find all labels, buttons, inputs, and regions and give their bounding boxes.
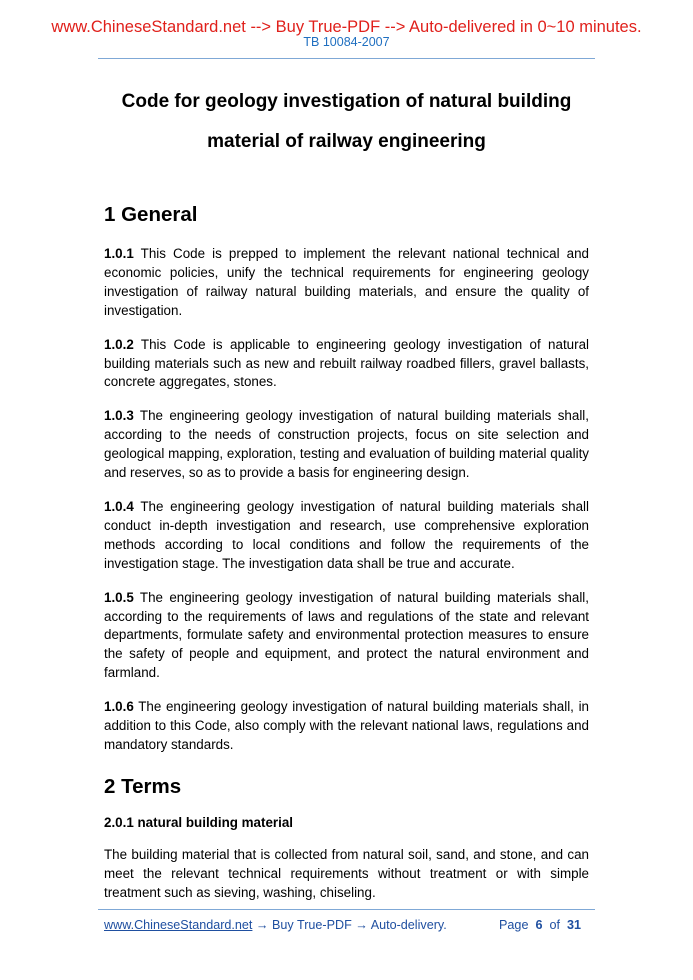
title-line-2: material of railway engineering <box>207 131 486 152</box>
clause-paragraph <box>104 336 589 393</box>
footer-site-link[interactable]: www.ChineseStandard.net <box>104 918 253 932</box>
header-divider <box>98 58 595 59</box>
document-id: TB 10084-2007 <box>303 35 390 49</box>
page-footer <box>104 916 589 934</box>
clause-number: 1.0.1 <box>104 246 134 261</box>
clause-paragraph <box>104 245 589 321</box>
footer-promo-text: → Buy True-PDF → Auto-delivery. <box>252 918 447 932</box>
clause-number: 1.0.6 <box>104 699 134 715</box>
document-title <box>98 82 595 162</box>
footer-promo <box>104 916 447 934</box>
clause-paragraph <box>104 698 589 755</box>
clause-text: The engineering geology investigation of natural building materials shall, in addition to this Code, also comply with the relevant national laws, regulations and mandatory standards. <box>104 699 589 752</box>
page-number <box>499 916 581 934</box>
clause-text: This Code is prepped to implement the relevant national technical and economic policies, unify the technical requirements for engineering geology investigation of railway natural building materials, and ensure the quality of investigation. <box>104 246 589 318</box>
promo-banner[interactable]: www.ChineseStandard.net --> Buy True-PDF --> Auto-delivered in 0~10 minutes. <box>51 18 642 36</box>
page-label: Page <box>499 918 529 932</box>
title-line-1: Code for geology investigation of natural building <box>121 91 572 112</box>
term-definition: The building material that is collected from natural soil, sand, and stone, and can meet the relevant technical requirements without treatment or with simple treatment such as sieving, washing, chiseling. <box>104 846 589 900</box>
clause-paragraph <box>104 589 589 684</box>
clause-number: 1.0.4 <box>104 498 134 514</box>
clause-number: 1.0.2 <box>104 336 134 352</box>
clause-text: The engineering geology investigation of natural building materials shall conduct in-depth investigation and research, use comprehensive exploration methods according to local conditions and follow the requirements of the investigation stage. The investigation data shall be true and accurate. <box>104 498 589 571</box>
clause-number: 1.0.3 <box>104 408 134 424</box>
clause-text: The engineering geology investigation of natural building materials shall, according to the requirements of laws and regulations of the state and relevant departments, formulate safety and environmental protection measures to ensure the safety of people and equipment, and protect the natural environment and farmland. <box>104 589 589 681</box>
page-total: 31 <box>566 918 581 932</box>
footer-divider <box>98 909 595 910</box>
clause-text: The engineering geology investigation of natural building materials shall, according to the needs of construction projects, focus on site selection and geological mapping, exploration, testing and evaluation of building material quality and reserves, so as to provide a basis for engineering design. <box>104 408 589 481</box>
page-body <box>104 200 589 903</box>
clause-number: 1.0.5 <box>104 589 134 605</box>
section-heading-terms: 2 Terms <box>104 774 182 798</box>
page-of-label: of <box>549 918 560 932</box>
clause-text: This Code is applicable to engineering geology investigation of natural building materials such as new and rebuilt railway roadbed fillers, gravel ballasts, concrete aggregates, stones. <box>104 336 589 390</box>
clause-paragraph <box>104 498 589 574</box>
clause-paragraph <box>104 407 589 483</box>
page-current: 6 <box>535 918 543 932</box>
section-heading-general: 1 General <box>104 203 198 226</box>
term-heading: 2.0.1 natural building material <box>104 814 294 830</box>
